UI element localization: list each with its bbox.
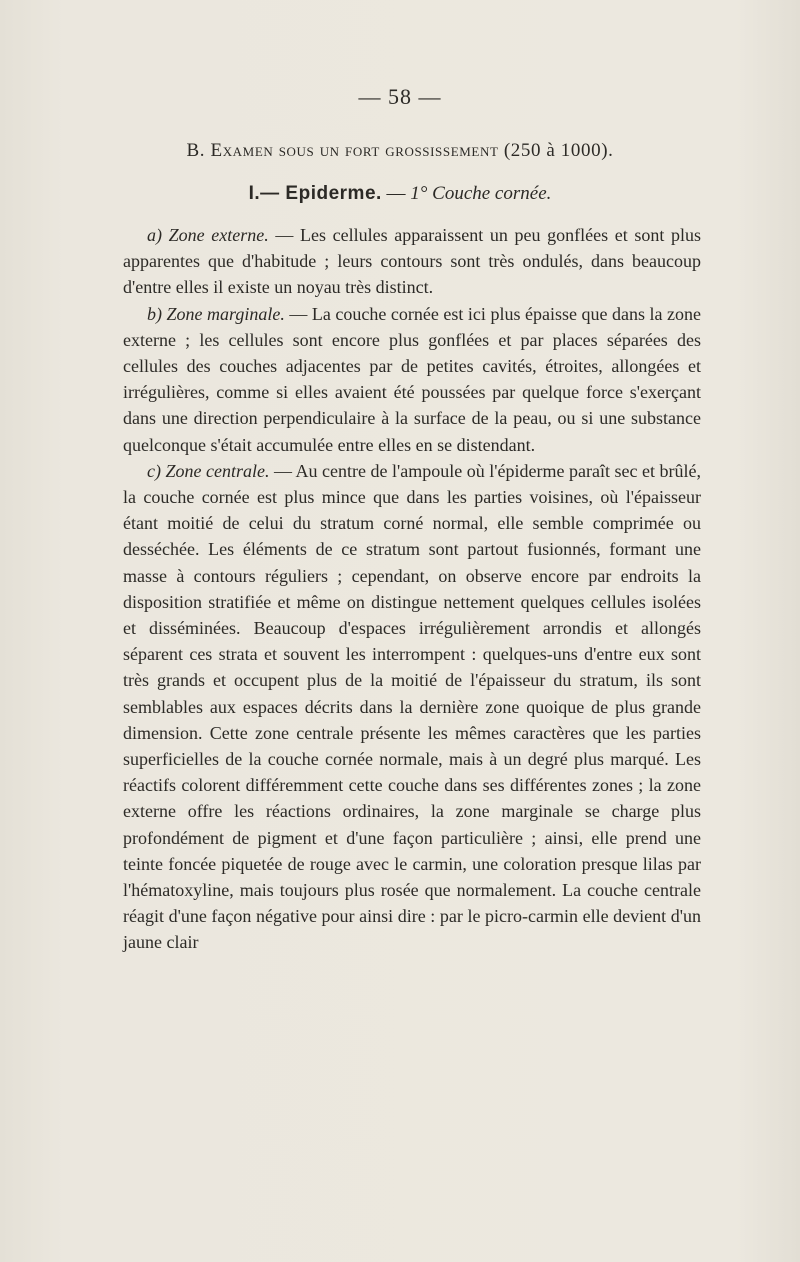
paragraph-text: — Les cellules apparaissent un peu gonflées et sont plus apparentes que d'habitude ; leurs contours sont très ondulés, dans beaucoup d'entre elles il existe un noyau très distinct.	[123, 225, 701, 298]
paragraph-zone-externe	[123, 222, 701, 301]
paragraph-label: b) Zone marginale.	[147, 303, 285, 324]
paragraph-zone-marginale	[123, 301, 701, 458]
subsection-numeral: I.— Epiderme.	[248, 183, 382, 204]
section-title: Examen sous un fort grossissement	[210, 140, 499, 161]
section-heading	[0, 140, 800, 162]
paragraph-label: a) Zone externe.	[147, 225, 269, 245]
paragraph-zone-centrale	[123, 458, 701, 956]
section-prefix: B.	[186, 140, 211, 161]
subsection-item: 1° Couche cornée.	[410, 183, 552, 204]
paragraph-text: — La couche cornée est ici plus épaisse que dans la zone externe ; les cellules sont encore plus gonflées et par places séparées des cellules des couches adjacentes par de petites cavités, étroites, allongées et irrégulières, comme si elles avaient été poussées par quelque force s'exerçant dans une direction perpendiculaire à la surface de la peau, ou si une substance quelconque s'était accumulée entre elles en se distendant.	[123, 303, 701, 455]
section-suffix: (250 à 1000).	[498, 140, 614, 161]
subsection-heading	[0, 183, 800, 205]
body-text	[123, 222, 701, 956]
subsection-separator: —	[381, 183, 411, 204]
page-number: — 58 —	[358, 84, 442, 109]
paragraph-label: c) Zone centrale.	[147, 460, 270, 481]
paragraph-text: — Au centre de l'ampoule où l'épiderme paraît sec et brûlé, la couche cornée est plus mince que dans les parties voisines, où l'épaisseur étant moitié de celui du stratum corné normal, elle semble comprimée ou desséchée. Les éléments de ce stratum sont partout fusionnés, formant une masse à contours réguliers ; cependant, on observe encore par endroits la disposition stratifiée et même on distingue nettement quelques cellules isolées et disséminées. Beaucoup d'espaces irrégulièrement arrondis et allongés séparent ces strata et souvent les interrompent : quelques-uns d'entre eux sont très grands et occupent plus de la moitié de l'épaisseur du stratum, ils sont semblables aux espaces décrits dans la dernière zone quoique de plus grande dimension. Cette zone centrale présente les mêmes caractères que les parties superficielles de la couche cornée normale, mais à un degré plus marqué. Les réactifs colorent différemment cette couche dans ses différentes zones ; la zone externe offre les réactions ordinaires, la zone marginale se charge plus profondément de pigment et d'une façon particulière ; ainsi, elle prend une teinte foncée piquetée de rouge avec le carmin, une coloration presque lilas par l'hématoxyline, mais toujours plus rosée que normalement. La couche centrale réagit d'une façon négative pour ainsi dire : par le picro-carmin elle devient d'un jaune clair	[123, 460, 701, 953]
